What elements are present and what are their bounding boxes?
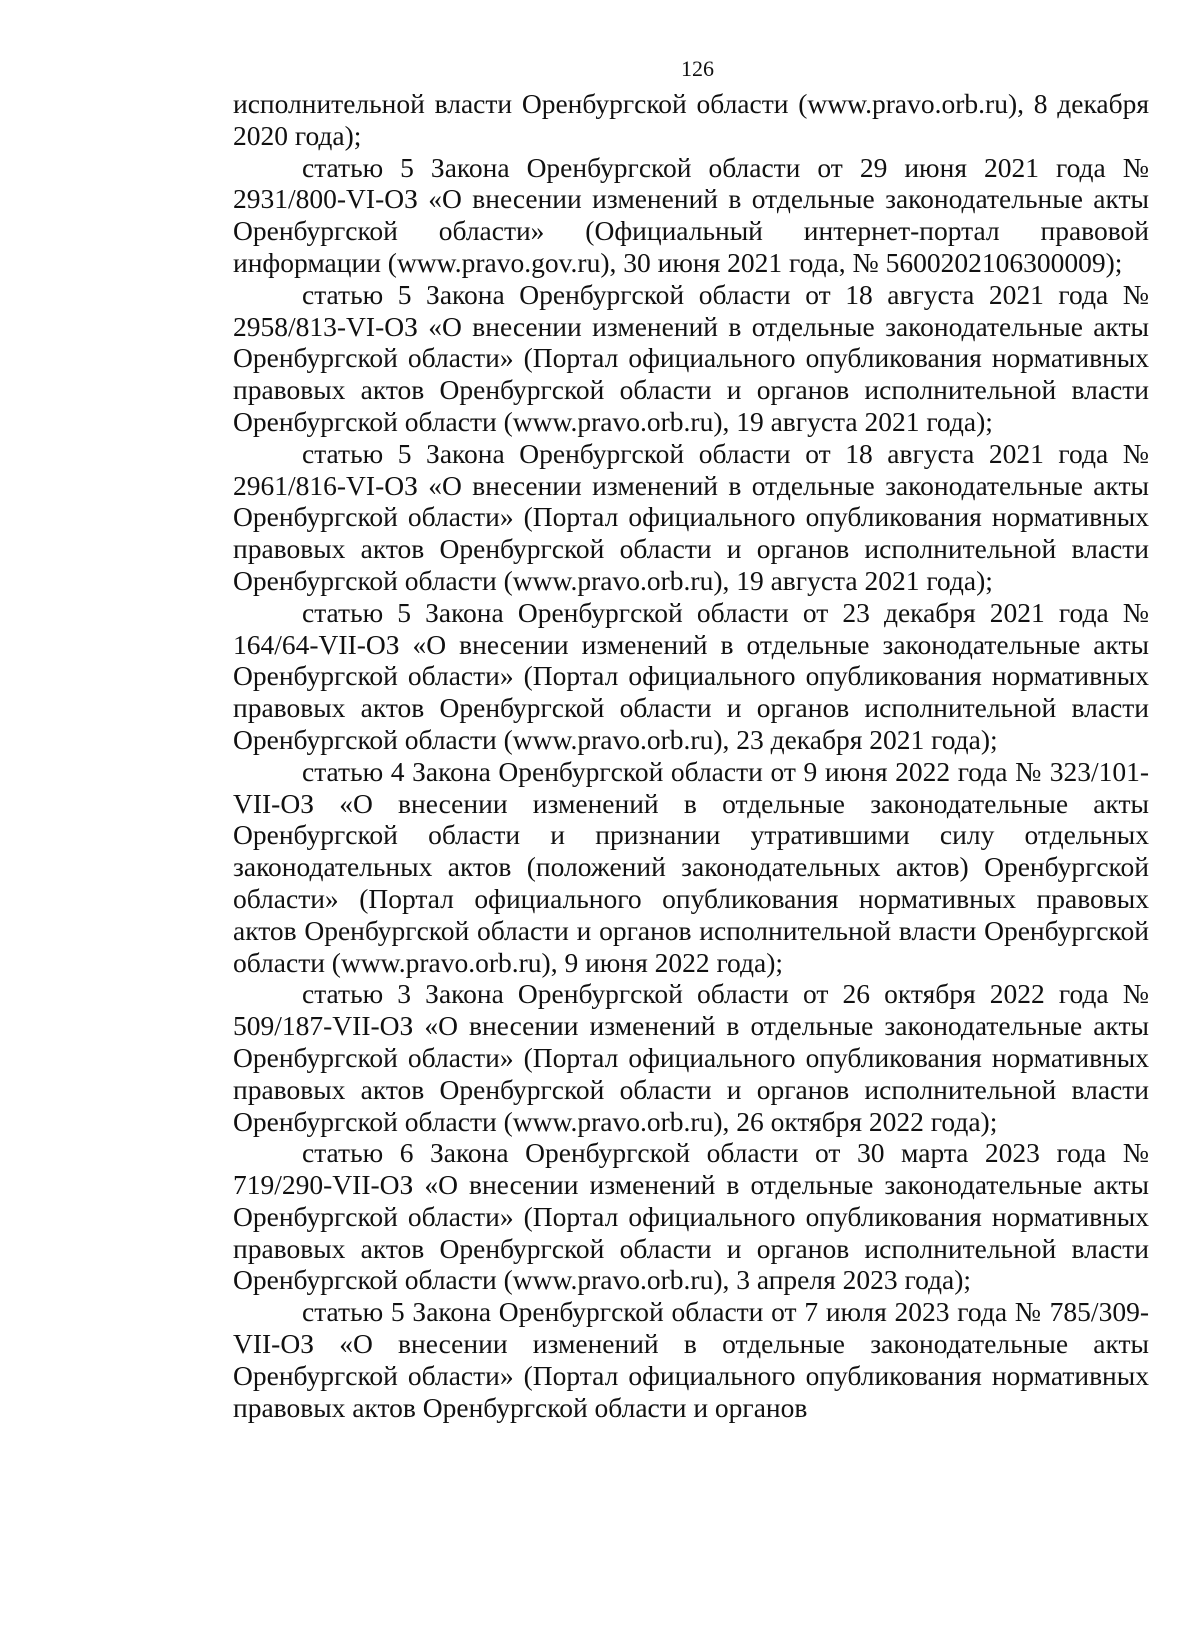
document-body [233,88,1149,1423]
paragraph-truncated: статью 5 Закона Оренбургской области от 7 июля 2023 года № 785/309-VII-ОЗ «О внесении изменений в отдельные законодательные акты Оренбургской области» (Портал официального опубликования нормативных правовых актов Оренбургской области и органов [233,1296,1149,1423]
paragraph: статью 6 Закона Оренбургской области от 30 марта 2023 года № 719/290-VII-ОЗ «О внесении изменений в отдельные законодательные акты Оренбургской области» (Портал официального опубликования нормативных правовых актов Оренбургской области и органов исполнительной власти Оренбургской области (www.pravo.orb.ru), 3 апреля 2023 года); [233,1137,1149,1296]
paragraph: статью 5 Закона Оренбургской области от 18 августа 2021 года № 2958/813-VI-ОЗ «О внесении изменений в отдельные законодательные акты Оренбургской области» (Портал официального опубликования нормативных правовых актов Оренбургской области и органов исполнительной власти Оренбургской области (www.pravo.orb.ru), 19 августа 2021 года); [233,278,1149,437]
paragraph: статью 5 Закона Оренбургской области от 29 июня 2021 года № 2931/800-VI-ОЗ «О внесении изменений в отдельные законодательные акты Оренбургской области» (Официальный интернет-портал правовой информации (www.pravo.gov.ru), 30 июня 2021 года, № 5600202106300009); [233,151,1149,278]
page-number: 126 [681,56,714,81]
paragraph: статью 5 Закона Оренбургской области от 18 августа 2021 года № 2961/816-VI-ОЗ «О внесении изменений в отдельные законодательные акты Оренбургской области» (Портал официального опубликования нормативных правовых актов Оренбургской области и органов исполнительной власти Оренбургской области (www.pravo.orb.ru), 19 августа 2021 года); [233,437,1149,596]
paragraph-continuation: исполнительной власти Оренбургской области (www.pravo.orb.ru), 8 декабря 2020 года); [233,88,1149,151]
paragraph: статью 3 Закона Оренбургской области от 26 октября 2022 года № 509/187-VII-ОЗ «О внесении изменений в отдельные законодательные акты Оренбургской области» (Портал официального опубликования нормативных правовых актов Оренбургской области и органов исполнительной власти Оренбургской области (www.pravo.orb.ru), 26 октября 2022 года); [233,978,1149,1137]
paragraph: статью 5 Закона Оренбургской области от 23 декабря 2021 года № 164/64-VII-ОЗ «О внесении изменений в отдельные законодательные акты Оренбургской области» (Портал официального опубликования нормативных правовых актов Оренбургской области и органов исполнительной власти Оренбургской области (www.pravo.orb.ru), 23 декабря 2021 года); [233,596,1149,755]
paragraph: статью 4 Закона Оренбургской области от 9 июня 2022 года № 323/101-VII-ОЗ «О внесении изменений в отдельные законодательные акты Оренбургской области и признании утратившими силу отдельных законодательных актов (положений законодательных актов) Оренбургской области» (Портал официального опубликования нормативных правовых актов Оренбургской области и органов исполнительной власти Оренбургской области (www.pravo.orb.ru), 9 июня 2022 года); [233,755,1149,978]
